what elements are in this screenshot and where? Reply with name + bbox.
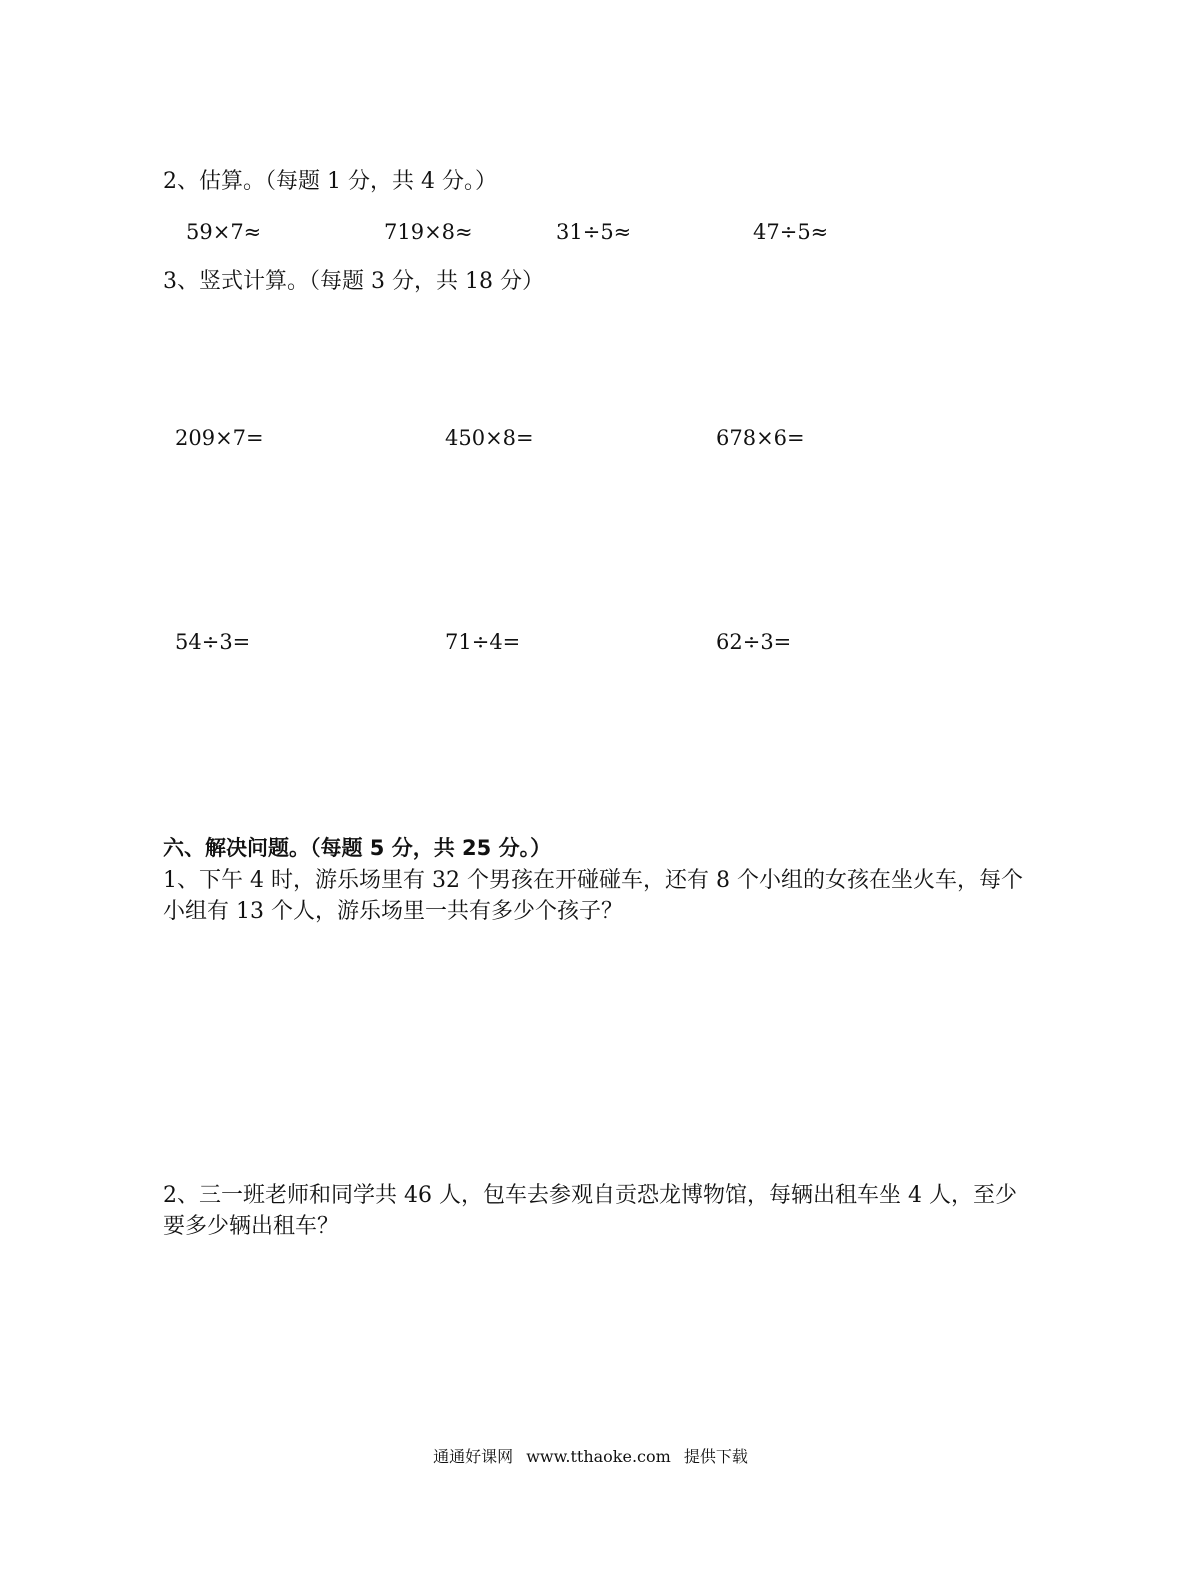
vertical-calc-item-1: 209×7= bbox=[175, 426, 264, 450]
problem-2: 2、三一班老师和同学共 46 人，包车去参观自贡恐龙博物馆，每辆出租车坐 4 人，至少要多少辆出租车？ bbox=[163, 1183, 1017, 1239]
vertical-calc-item-4: 54÷3= bbox=[175, 630, 251, 654]
page-footer bbox=[0, 1444, 1181, 1467]
estimation-item-4: 47÷5≈ bbox=[753, 220, 829, 244]
footer-suffix: 提供下载 bbox=[683, 1447, 748, 1466]
vertical-calc-item-6: 62÷3= bbox=[716, 630, 792, 654]
footer-url[interactable]: www.tthaoke.com bbox=[526, 1447, 671, 1466]
estimation-item-3: 31÷5≈ bbox=[556, 220, 632, 244]
vertical-calc-item-5: 71÷4= bbox=[445, 630, 521, 654]
estimation-item-1: 59×7≈ bbox=[186, 220, 262, 244]
estimation-title: 2、估算。（每题 1 分，共 4 分。） bbox=[163, 169, 497, 194]
estimation-item-2: 719×8≈ bbox=[384, 220, 473, 244]
vertical-calc-item-2: 450×8= bbox=[445, 426, 534, 450]
problem-1: 1、下午 4 时，游乐场里有 32 个男孩在开碰碰车，还有 8 个小组的女孩在坐火车，每个小组有 13 个人，游乐场里一共有多少个孩子？ bbox=[163, 868, 1023, 924]
footer-site-name: 通通好课网 bbox=[433, 1447, 514, 1466]
vertical-calc-title: 3、竖式计算。（每题 3 分，共 18 分） bbox=[163, 269, 544, 294]
problems-title: 六、解决问题。（每题 5 分，共 25 分。） bbox=[163, 836, 552, 860]
vertical-calc-item-3: 678×6= bbox=[716, 426, 805, 450]
